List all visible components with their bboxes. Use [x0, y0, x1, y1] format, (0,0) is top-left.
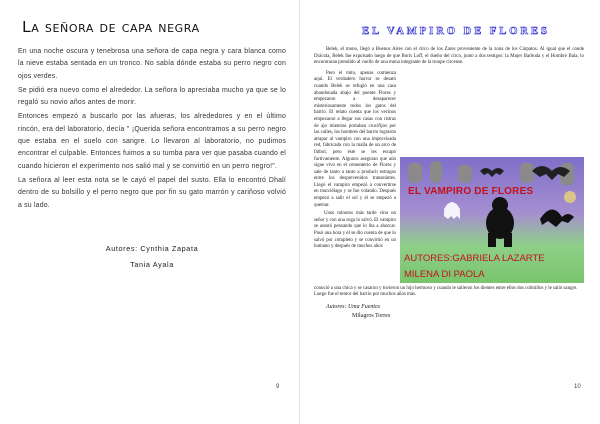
moon-icon	[564, 191, 576, 203]
illustration-title: EL VAMPIRO DE FLORES	[408, 185, 534, 197]
story-illustration	[400, 157, 584, 283]
illustration-author: AUTORES:GABRIELA LAZARTE	[404, 252, 545, 264]
right-page	[300, 0, 600, 424]
story-paragraph: Pero el mito, apenas comienza aquí. El verdadero horror se desató cuando Belek se refugió en una casa abandonada abajo del puente Flores y empezaron a desaparecer misteriosamente todos los gatos del barrio. El relato cuenta que los vecinos empezaron a llegar sus casas con ristras de ajo mientras portaban crucifijos por las calles, los hombres del barrio lograron atrapar al vampiro con una improvisada red, fabricada con la malla de un arco de fútbol, pero éste se les escapó furtivamente. Algunos aseguran que aún sigue vivo en el cementerio de Flores y sale de tanto a tanto a producir estragos entre los desprevenidos transeúntes. Llegó el vampiro empezó a convertirse en murciélago y se fue volando. Después empezó a salir el sol y él se empezó a quemar.	[314, 70, 396, 208]
story-paragraph: En una noche oscura y tenebrosa una señora de capa negra y cara blanca como la nieve estaba sentada en un tronco. No sabía dónde estaba su perro negro con ojos verdes.	[18, 48, 286, 80]
author-line: Tania Ayala	[130, 259, 174, 269]
page-number: 9	[276, 384, 280, 390]
bat-large-icon	[540, 209, 574, 227]
story-paragraph: Unos minutos más tarde vino un señor y con una soga lo salvó. El vampiro se asustó pensando que lo iba a ahorcar. Pasó una hora y él se dio cuenta de que lo salvó por completo y se convirtió en un humano y después de muchos años	[314, 211, 396, 250]
author-line: Autores: Uma Fuentes	[326, 303, 381, 310]
authors-block	[18, 244, 286, 269]
story-paragraph: Belek, el mono, llegó a Buenos Aires con el circo de los Zares proveniente de la zona de los Cárpatos. Al igual que el conde Drácula, Belek fue expulsado luego de que Boris Loff, el dueño del circo, junto a dos testigos: la Mujer Barbuda y el Hombre Bala, lo encontraran prendido al cuello de una mona integrante de la troupe circense.	[314, 47, 584, 66]
illustration-author: MILENA DI PAOLA	[404, 268, 485, 280]
ghost-icon	[444, 202, 460, 219]
illustration-art	[400, 157, 584, 283]
story-title: EL VAMPIRO DE FLORES	[362, 26, 550, 37]
authors-block	[326, 304, 584, 319]
story-paragraph: Entonces empezó a buscarlo por las afueras, los alrededores y en el último rincón, era del laboratorio, decía " ¡Querida señora encontramos a su perro negro que estaba en el suelo con sangre. Lo llevaron al laboratorio, no pudimos encontrar el culpable. Entonces fuimos a su tumba para ver que pasaba cuando el cuando hicieron el experimento nos salió mal y se convirtió en un perro negro!".	[18, 113, 286, 170]
story-paragraph: La señora al leer esta nota se le cayó el papel del susto. Ella lo encontró Dhalí dentro de su bolsillo y el perro negro que por fin su gato marrón y cariñoso volvió a su lado.	[18, 176, 286, 209]
page-number: 10	[574, 384, 581, 390]
story-paragraph: Se pidió era nuevo como el alrededor. La señora lo apreciaba mucho ya que se lo regaló su novio años antes de morir.	[18, 86, 286, 107]
story-title: La señora de capa negra	[22, 18, 200, 36]
text-with-illustration	[314, 70, 584, 280]
author-line: Autores: Cynthia Zapata	[105, 243, 199, 253]
story-paragraph: Luego fue el temor del barrio por muchos años más.	[314, 292, 417, 298]
gorilla-icon	[486, 197, 514, 247]
author-line: Milagros Torres	[352, 312, 391, 319]
story-paragraph: conoció a una chica y se casaron y tuvieron un hijo hermoso y cuando le salieron los dientes entre ellos dos colmillos y le salió sangre.	[314, 285, 578, 291]
